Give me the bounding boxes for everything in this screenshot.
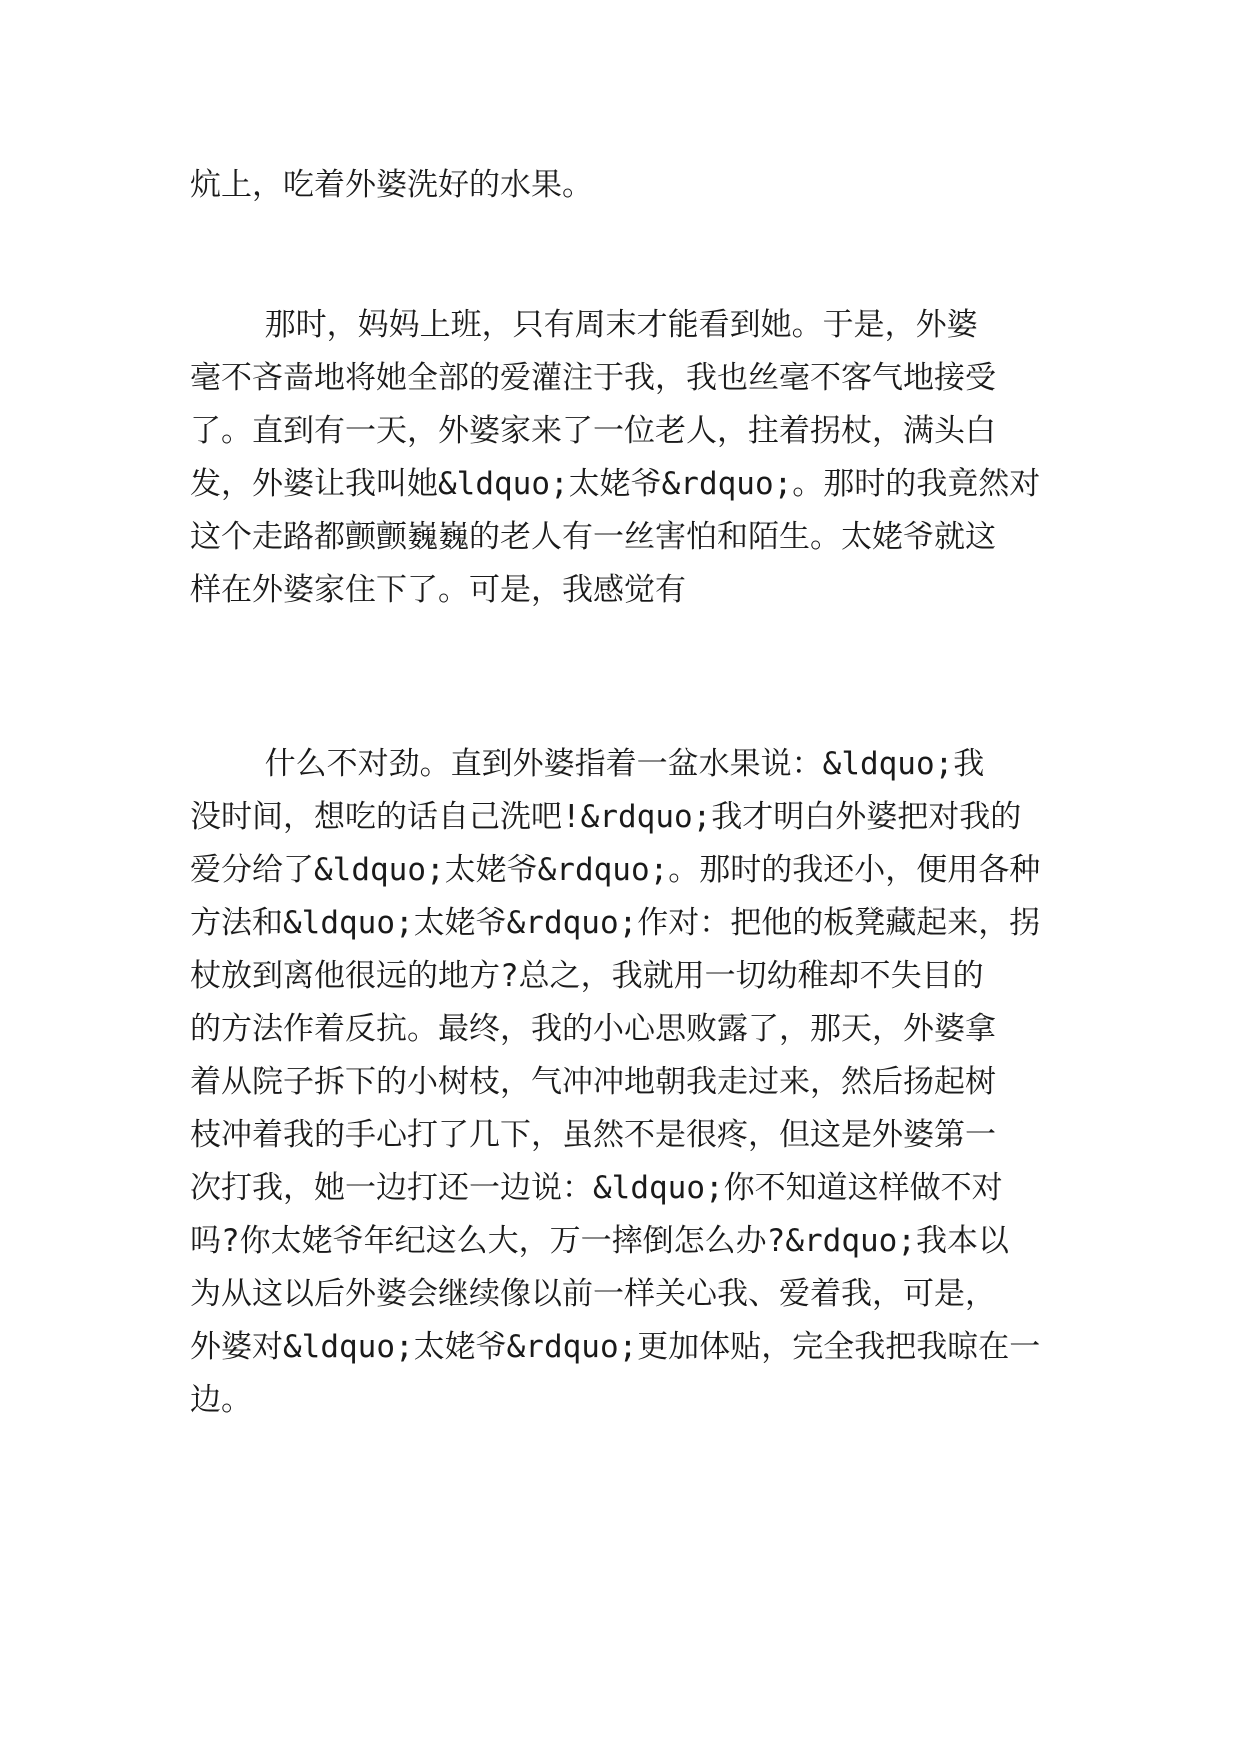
text-line: 枝冲着我的手心打了几下，虽然不是很疼，但这是外婆第一: [190, 1117, 996, 1153]
text-line: 这个走路都颤颤巍巍的老人有一丝害怕和陌生。太姥爷就这: [190, 519, 996, 555]
text-line: 着从院子拆下的小树枝，气冲冲地朝我走过来，然后扬起树: [190, 1064, 996, 1100]
text-line: 那时，妈妈上班，只有周末才能看到她。于是，外婆: [190, 307, 978, 343]
text-line: 发，外婆让我叫她&ldquo;太姥爷&rdquo;。那时的我竟然对: [190, 466, 1041, 502]
text-line: 次打我，她一边打还一边说：&ldquo;你不知道这样做不对: [190, 1170, 1003, 1206]
text-line: 吗?你太姥爷年纪这么大，万一摔倒怎么办?&rdquo;我本以: [190, 1223, 1009, 1259]
text-line: 了。直到有一天，外婆家来了一位老人，拄着拐杖，满头白: [190, 413, 996, 449]
text-line: 爱分给了&ldquo;太姥爷&rdquo;。那时的我还小，便用各种: [190, 852, 1041, 888]
text-line: 为从这以后外婆会继续像以前一样关心我、爱着我，可是，: [190, 1276, 996, 1312]
text-line: 边。: [190, 1382, 252, 1418]
text-line: 杖放到离他很远的地方?总之，我就用一切幼稚却不失目的: [190, 958, 984, 994]
text-line: 外婆对&ldquo;太姥爷&rdquo;更加体贴，完全我把我晾在一: [190, 1329, 1041, 1365]
text-line: 方法和&ldquo;太姥爷&rdquo;作对：把他的板凳藏起来，拐: [190, 905, 1041, 941]
text-line: 什么不对劲。直到外婆指着一盆水果说：&ldquo;我: [190, 746, 985, 782]
text-line: 炕上，吃着外婆洗好的水果。: [190, 167, 593, 203]
text-line: 没时间，想吃的话自己洗吧!&rdquo;我才明白外婆把对我的: [190, 799, 1022, 835]
text-line: 毫不吝啬地将她全部的爱灌注于我，我也丝毫不客气地接受: [190, 360, 996, 396]
text-line: 样在外婆家住下了。可是，我感觉有: [190, 572, 686, 608]
text-line: 的方法作着反抗。最终，我的小心思败露了，那天，外婆拿: [190, 1011, 996, 1047]
